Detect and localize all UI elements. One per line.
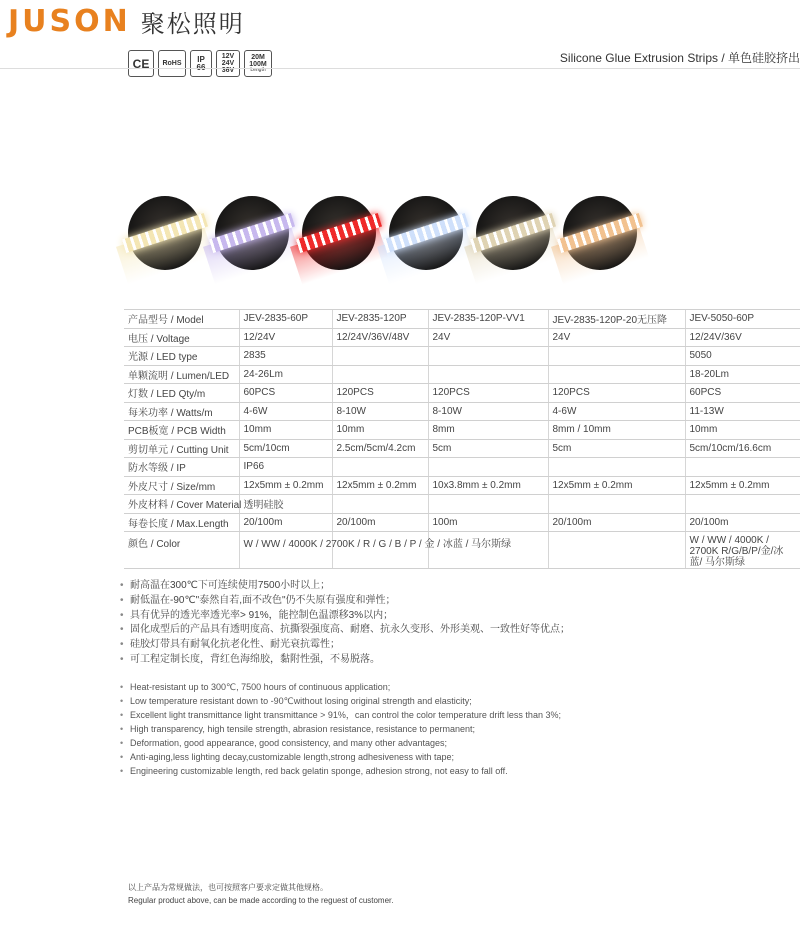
footnote-en: Regular product above, can be made according to the reguest of customer. [128, 896, 394, 905]
spec-value: 20/100m [239, 513, 332, 532]
spec-row [124, 421, 800, 440]
footnote [128, 881, 394, 907]
feature-item-en: • Deformation, good appearance, good consistency, and many other advantages; [118, 736, 798, 750]
spec-value: 20/100m [548, 513, 685, 532]
feature-list-en [118, 680, 798, 778]
spec-row [124, 476, 800, 495]
spec-value: JEV-2835-120P-20无压降 [548, 310, 685, 329]
spec-row [124, 495, 800, 514]
spec-value [332, 532, 428, 569]
spec-value [428, 532, 548, 569]
spec-value [548, 532, 685, 569]
spec-value: 100m [428, 513, 548, 532]
spec-value [548, 495, 685, 514]
spec-value: 24V [428, 328, 548, 347]
spec-value [548, 365, 685, 384]
spec-row [124, 439, 800, 458]
spec-value: 120PCS [548, 384, 685, 403]
spec-value: 18-20Lm [685, 365, 800, 384]
spec-value: 12/24V/36V [685, 328, 800, 347]
spec-label: 电压 / Voltage [124, 328, 239, 347]
brand-logo-text: JUSON [8, 4, 131, 39]
spec-value: 8-10W [428, 402, 548, 421]
strip-photo-cool-white [389, 196, 463, 270]
spec-value: 20/100m [685, 513, 800, 532]
feature-item-en: • High transparency, high tensile strength, abrasion resistance, resistance to permanent; [118, 722, 798, 736]
spec-value: JEV-2835-60P [239, 310, 332, 329]
spec-row [124, 310, 800, 329]
brand-cn-name: 聚松照明 [140, 10, 245, 38]
spec-label: 防水等级 / IP [124, 458, 239, 477]
spec-value [428, 495, 548, 514]
feature-item-cn: • 硅胶灯带具有耐氧化抗老化性、耐光衰抗霉性； [118, 638, 798, 653]
feature-list-cn [118, 579, 798, 668]
certification-icons [128, 50, 272, 77]
spec-row [124, 402, 800, 421]
strip-photo-neutral-white [476, 196, 550, 270]
spec-value [548, 347, 685, 366]
spec-label: 外皮尺寸 / Size/mm [124, 476, 239, 495]
spec-value: 5cm [428, 439, 548, 458]
spec-label: 单颗流明 / Lumen/LED [124, 365, 239, 384]
spec-value: 12x5mm ± 0.2mm [332, 476, 428, 495]
strip-photo-purple [215, 196, 289, 270]
spec-label: 产品型号 / Model [124, 310, 239, 329]
spec-value: 12x5mm ± 0.2mm [548, 476, 685, 495]
spec-label: 每卷长度 / Max.Length [124, 513, 239, 532]
spec-row [124, 384, 800, 403]
spec-value [548, 458, 685, 477]
spec-label: PCB板宽 / PCB Width [124, 421, 239, 440]
spec-value [428, 365, 548, 384]
spec-value: IP66 [239, 458, 332, 477]
spec-value: 2.5cm/5cm/4.2cm [332, 439, 428, 458]
spec-value: 2835 [239, 347, 332, 366]
feature-item-en: • Heat-resistant up to 300℃, 7500 hours of continuous application; [118, 680, 798, 694]
feature-item-cn: • 耐低温在-90℃"泰然自若,面不改色"仍不失原有强度和弹性； [118, 594, 798, 609]
spec-value: 24-26Lm [239, 365, 332, 384]
feature-section [118, 579, 798, 778]
spec-value: W / WW / 4000K / 2700K R/G/B/P/金/冰蓝/ 马尔斯绿 [685, 532, 800, 569]
spec-value: JEV-2835-120P [332, 310, 428, 329]
spec-value: 120PCS [332, 384, 428, 403]
spec-value: 120PCS [428, 384, 548, 403]
strip-photo-red [302, 196, 376, 270]
spec-table [124, 309, 800, 569]
spec-value [685, 458, 800, 477]
spec-row [124, 458, 800, 477]
feature-item-cn: • 耐高温在300℃下可连续使用7500小时以上； [118, 579, 798, 594]
brand-header [8, 4, 245, 39]
spec-row [124, 365, 800, 384]
feature-item-en: • Engineering customizable length, red back gelatin sponge, adhesion strong, not easy to fall off. [118, 764, 798, 778]
spec-value: 10mm [685, 421, 800, 440]
length-icon: 20M 100M Length [244, 50, 272, 77]
spec-value: 5cm [548, 439, 685, 458]
voltage-icon: 12V 24V 36V [216, 50, 240, 77]
spec-row [124, 328, 800, 347]
strip-photo-row [128, 196, 638, 270]
spec-label: 灯数 / LED Qty/m [124, 384, 239, 403]
spec-value: 8mm / 10mm [548, 421, 685, 440]
spec-value: 12/24V [239, 328, 332, 347]
spec-value: 10mm [332, 421, 428, 440]
spec-value: 8-10W [332, 402, 428, 421]
spec-value: 12x5mm ± 0.2mm [239, 476, 332, 495]
feature-item-en: • Low temperature resistant down to -90℃without losing original strength and elasticity; [118, 694, 798, 708]
feature-item-en: • Excellent light transmittance light transmittance > 91%，can control the color temperature drift less than 3%; [118, 708, 798, 722]
strip-photo-amber [563, 196, 637, 270]
spec-value: W / WW / 4000K / 2700K / R / G / B / P / 金 / 冰蓝 / 马尔斯绿 [239, 532, 332, 569]
spec-row [124, 513, 800, 532]
spec-value: 12/24V/36V/48V [332, 328, 428, 347]
spec-value: 12x5mm ± 0.2mm [685, 476, 800, 495]
spec-value: JEV-2835-120P-VV1 [428, 310, 548, 329]
ip66-icon: IP 66 [190, 50, 212, 77]
product-category-title: Silicone Glue Extrusion Strips / 单色硅胶挤出 [559, 51, 800, 65]
feature-item-cn: • 具有优异的透光率透光率> 91%，能控制色温漂移3%以内； [118, 609, 798, 624]
header-divider [0, 68, 800, 69]
spec-value [332, 365, 428, 384]
feature-item-en: • Anti-aging,less lighting decay,customizable length,strong adhesiveness with tape; [118, 750, 798, 764]
spec-value: 60PCS [239, 384, 332, 403]
spec-value [428, 458, 548, 477]
spec-value: 11-13W [685, 402, 800, 421]
spec-label: 颜色 / Color [124, 532, 239, 569]
rohs-icon: RoHS [158, 50, 186, 77]
spec-value: 8mm [428, 421, 548, 440]
ce-icon: CE [128, 50, 154, 77]
spec-value: 60PCS [685, 384, 800, 403]
spec-value: 4-6W [548, 402, 685, 421]
spec-value: 5050 [685, 347, 800, 366]
spec-value [428, 347, 548, 366]
spec-label: 每米功率 / Watts/m [124, 402, 239, 421]
spec-value: 20/100m [332, 513, 428, 532]
spec-value: 5cm/10cm/16.6cm [685, 439, 800, 458]
spec-value: 5cm/10cm [239, 439, 332, 458]
footnote-cn: 以上产品为常规做法，也可按照客户要求定做其他规格。 [128, 883, 328, 892]
spec-row [124, 347, 800, 366]
spec-value: 10x3.8mm ± 0.2mm [428, 476, 548, 495]
spec-value [332, 495, 428, 514]
spec-value [332, 458, 428, 477]
feature-item-cn: • 可工程定制长度，背红色海绵胶，黏附性强，不易脱落。 [118, 653, 798, 668]
spec-value [685, 495, 800, 514]
spec-label: 剪切单元 / Cutting Unit [124, 439, 239, 458]
spec-label: 外皮材料 / Cover Material [124, 495, 239, 514]
spec-label: 光源 / LED type [124, 347, 239, 366]
spec-value: 透明硅胶 [239, 495, 332, 514]
spec-row [124, 532, 800, 569]
strip-photo-warm-white [128, 196, 202, 270]
spec-value: 24V [548, 328, 685, 347]
spec-value [332, 347, 428, 366]
feature-item-cn: • 固化成型后的产品具有透明度高、抗撕裂强度高、耐磨、抗永久变形、外形美观、一致性好等优点； [118, 623, 798, 638]
spec-value: JEV-5050-60P [685, 310, 800, 329]
spec-value: 4-6W [239, 402, 332, 421]
spec-value: 10mm [239, 421, 332, 440]
